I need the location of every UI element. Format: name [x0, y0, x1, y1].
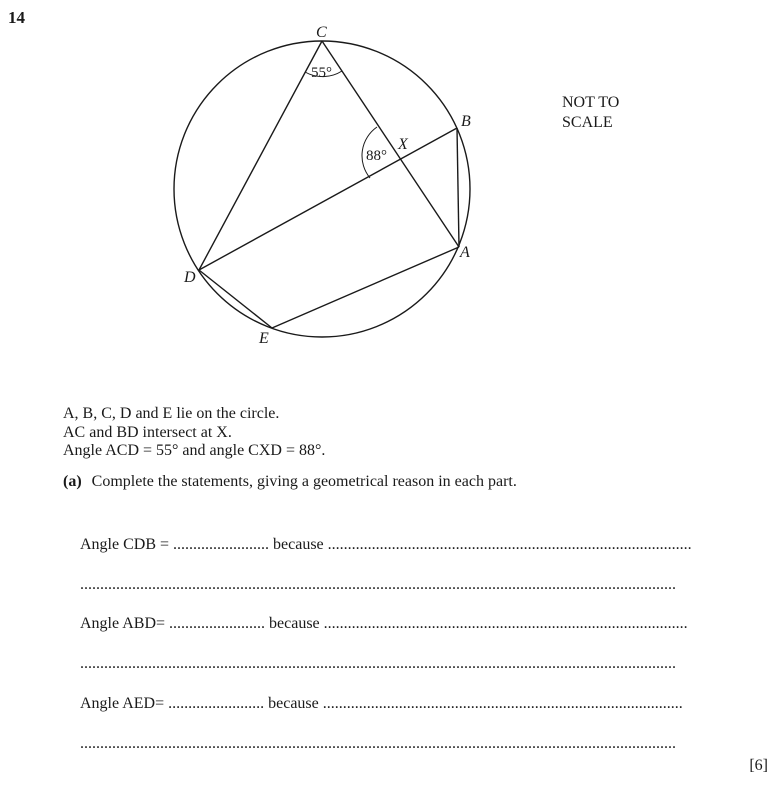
- given-facts: [63, 405, 325, 461]
- part-a: [63, 473, 517, 491]
- marks: [6]: [749, 757, 768, 774]
- fact-1: A, B, C, D and E lie on the circle.: [63, 405, 280, 422]
- label-X: X: [398, 136, 408, 153]
- circle: [174, 41, 470, 337]
- not-to-scale-line-1: NOT TO: [562, 94, 620, 111]
- part-a-label: (a): [63, 473, 82, 490]
- angle-X-label: 88°: [366, 148, 387, 164]
- label-E: E: [259, 330, 269, 347]
- label-D: D: [184, 269, 196, 286]
- answer-line-3[interactable]: .....................................................................................................................................................: [80, 735, 676, 752]
- chord-CA: [322, 41, 459, 247]
- fact-3: Angle ACD = 55° and angle CXD = 88°.: [63, 442, 326, 459]
- answer-line-1[interactable]: .....................................................................................................................................................: [80, 576, 676, 593]
- statement-aed[interactable]: Angle AED= ........................ because ..........................................................................................: [80, 695, 683, 712]
- chord-DE: [199, 270, 272, 328]
- not-to-scale-note: [562, 93, 619, 133]
- chord-EA: [272, 247, 459, 328]
- not-to-scale-line-2: SCALE: [562, 114, 613, 131]
- question-number: 14: [8, 8, 25, 27]
- statement-abd[interactable]: Angle ABD= ........................ because ...........................................................................................: [80, 615, 688, 632]
- fact-2: AC and BD intersect at X.: [63, 423, 232, 441]
- chord-BA: [457, 128, 459, 247]
- label-C: C: [316, 24, 327, 41]
- label-B: B: [461, 113, 471, 130]
- angle-C-label: 55°: [311, 65, 332, 81]
- label-A: A: [460, 244, 470, 261]
- part-a-instruction: Complete the statements, giving a geometrical reason in each part.: [91, 473, 517, 490]
- statement-cdb[interactable]: Angle CDB = ........................ because ...........................................................................................: [80, 536, 692, 553]
- answer-line-2[interactable]: .....................................................................................................................................................: [80, 655, 676, 672]
